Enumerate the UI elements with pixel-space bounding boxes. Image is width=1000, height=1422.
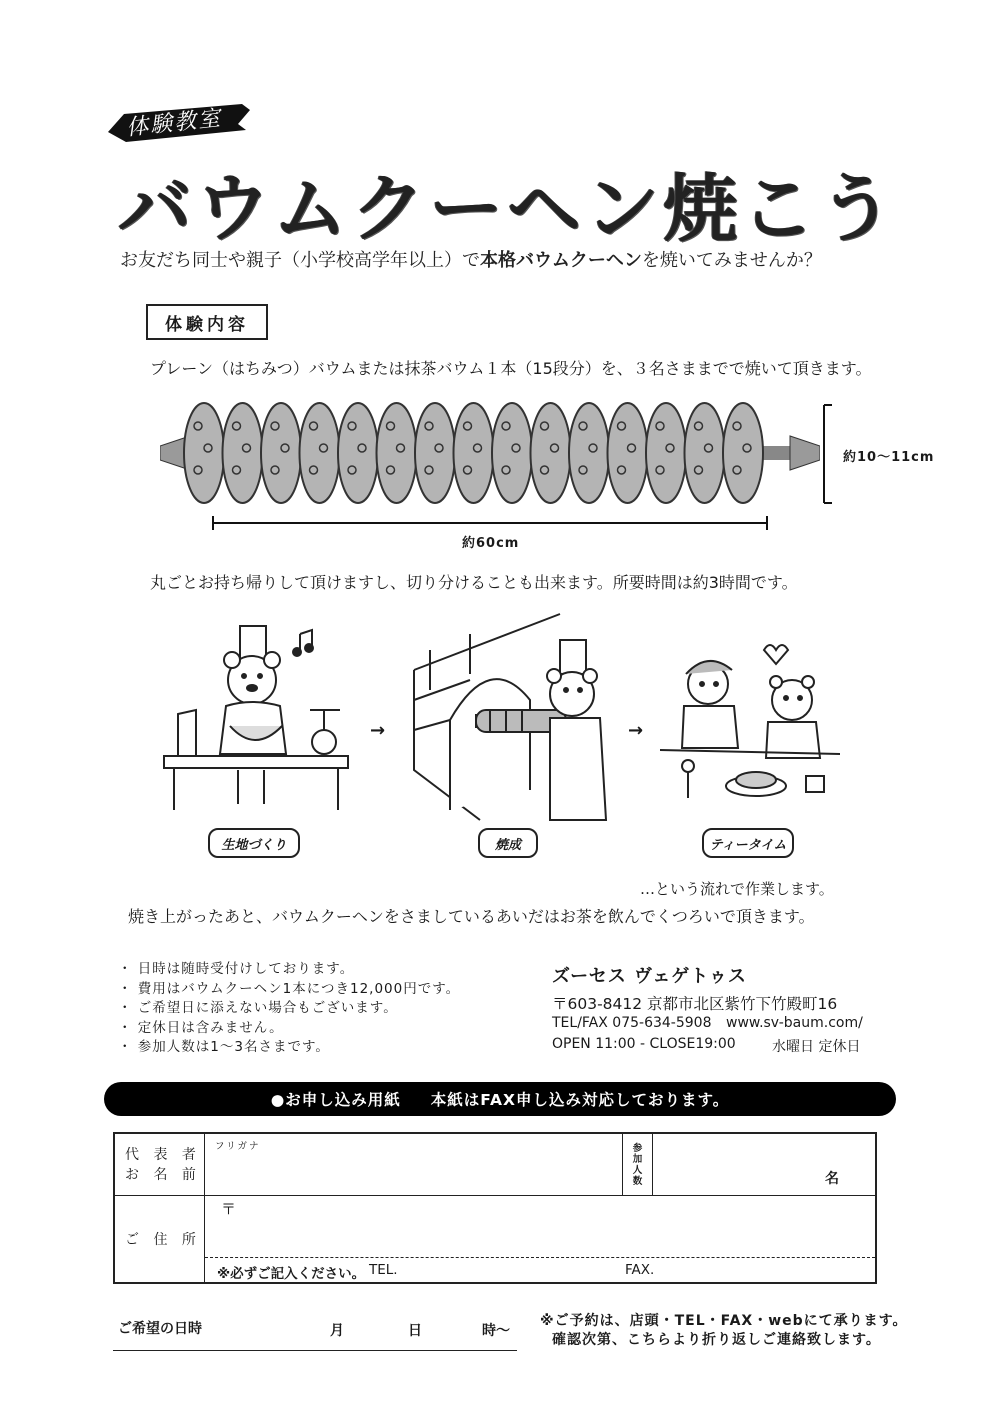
after-note: 焼き上がったあと、バウムクーヘンをさましているあいだはお茶を飲んでくつろいで頂きます。 bbox=[128, 907, 815, 926]
flow-arrow: → bbox=[370, 720, 386, 741]
plan-description: プレーン（はちみつ）バウムまたは抹茶バウム１本（15段分）を、３名さままでで焼いて頂きます。 bbox=[150, 359, 872, 378]
day-field[interactable]: 日 bbox=[408, 1323, 422, 1339]
baumkuchen-ring bbox=[184, 403, 224, 503]
bear-baking-illustration bbox=[410, 610, 620, 830]
furigana-label: フリガナ bbox=[215, 1141, 261, 1152]
bears-teatime-illustration bbox=[660, 630, 840, 810]
baumkuchen-ring bbox=[415, 403, 455, 503]
fax-field[interactable]: FAX. bbox=[625, 1262, 655, 1278]
baumkuchen-ring bbox=[454, 403, 494, 503]
shop-closed-day: 水曜日 定休日 bbox=[772, 1039, 861, 1055]
application-title: ●お申し込み用紙 bbox=[270, 1091, 401, 1109]
baumkuchen-ring bbox=[261, 403, 301, 503]
fax-note: 本紙はFAX申し込み対応しております。 bbox=[430, 1091, 730, 1109]
baumkuchen-ring bbox=[531, 403, 571, 503]
length-label: 約60cm bbox=[462, 536, 520, 551]
info-note: ・ 日時は随時受付けしております。 bbox=[118, 961, 355, 977]
baumkuchen-ring bbox=[723, 403, 763, 503]
step-label-dough: 生地づくり bbox=[208, 828, 300, 858]
shop-tel: TEL/FAX 075-634-5908 bbox=[552, 1015, 712, 1031]
step-label-teatime: ティータイム bbox=[702, 828, 794, 858]
required-note: ※必ずご記入ください。 bbox=[217, 1266, 366, 1282]
count-unit: 名 bbox=[825, 1171, 839, 1187]
participant-count-label: 参 加 人 数 bbox=[623, 1134, 653, 1196]
info-note: ・ 参加人数は1～3名さまです。 bbox=[118, 1039, 330, 1055]
address-field[interactable] bbox=[205, 1196, 875, 1258]
flow-arrow: → bbox=[628, 720, 644, 741]
baumkuchen-ring bbox=[569, 403, 609, 503]
height-dimension-line bbox=[822, 404, 832, 504]
month-field[interactable]: 月 bbox=[330, 1323, 344, 1339]
preferred-date-label: ご希望の日時 bbox=[118, 1321, 202, 1337]
baumkuchen-ring bbox=[338, 403, 378, 503]
length-dimension-line bbox=[212, 516, 768, 530]
name-field[interactable] bbox=[205, 1134, 623, 1196]
lead-text: お友だち同士や親子（小学校高学年以上）で本格バウムクーヘンを焼いてみませんか？ bbox=[120, 250, 822, 271]
shop-name: ズーセス ヴェゲトゥス bbox=[552, 966, 747, 987]
contact-row bbox=[205, 1258, 875, 1282]
info-note: ・ 費用はバウムクーヘン1本につき12,000円です。 bbox=[118, 980, 461, 997]
application-header-bar bbox=[104, 1082, 896, 1116]
takeaway-note: 丸ごとお持ち帰りして頂けますし、切り分けることも出来ます。所要時間は約3時間です。 bbox=[150, 573, 798, 592]
baumkuchen-ring bbox=[608, 403, 648, 503]
height-label: 約10～11cm bbox=[843, 450, 935, 465]
flow-note: …という流れで作業します。 bbox=[640, 880, 834, 898]
baumkuchen-ring bbox=[377, 403, 417, 503]
info-note: ・ 定休日は含みません。 bbox=[118, 1019, 284, 1036]
baumkuchen-ring bbox=[223, 403, 263, 503]
baumkuchen-ring bbox=[646, 403, 686, 503]
shop-hours: OPEN 11:00 - CLOSE19:00 bbox=[552, 1036, 736, 1052]
hour-field[interactable]: 時～ bbox=[482, 1323, 510, 1339]
date-underline bbox=[113, 1350, 517, 1351]
step-label-baking: 焼成 bbox=[478, 828, 538, 858]
application-form bbox=[113, 1132, 877, 1284]
baumkuchen-ring bbox=[300, 403, 340, 503]
tel-field[interactable]: TEL. bbox=[369, 1262, 398, 1278]
section-heading: 体験内容 bbox=[146, 304, 268, 340]
shop-website[interactable]: www.sv-baum.com/ bbox=[726, 1015, 863, 1031]
representative-label: 代 表 者 お 名 前 bbox=[115, 1134, 205, 1196]
baumkuchen-ring bbox=[685, 403, 725, 503]
postal-mark: 〒 bbox=[221, 1200, 237, 1218]
baumkuchen-image bbox=[160, 398, 820, 508]
page-title: バウムクーヘン焼こう bbox=[118, 166, 898, 252]
banner-label: 体験教室 bbox=[125, 106, 224, 141]
participant-count-field[interactable] bbox=[653, 1134, 875, 1196]
baumkuchen-ring bbox=[492, 403, 532, 503]
bear-mixing-illustration bbox=[160, 614, 360, 814]
reservation-note: ※ご予約は、店頭・TEL・FAX・webにて承ります。 bbox=[540, 1313, 908, 1329]
reservation-note-2: 確認次第、こちらより折り返しご連絡致します。 bbox=[552, 1332, 881, 1348]
shop-address: 〒603-8412 京都市北区紫竹下竹殿町16 bbox=[552, 995, 838, 1013]
address-label: ご 住 所 bbox=[115, 1196, 205, 1282]
info-note: ・ ご希望日に添えない場合もございます。 bbox=[118, 1000, 398, 1016]
info-notes-list bbox=[118, 960, 460, 1058]
